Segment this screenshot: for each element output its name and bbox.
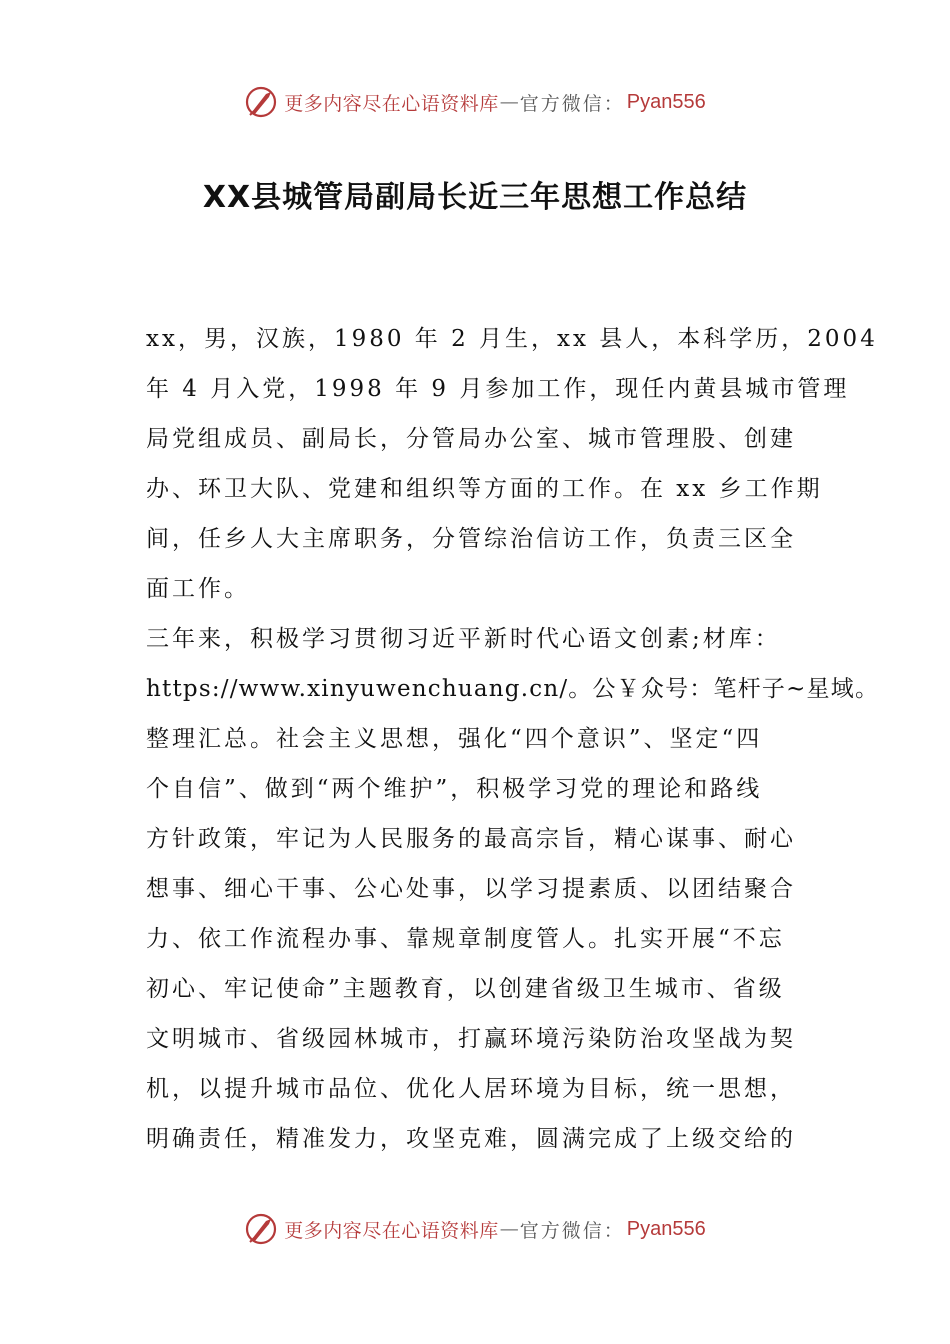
quill-logo-icon <box>244 1212 278 1246</box>
banner-text: 更多内容尽在心语资料库 <box>284 1219 499 1242</box>
footer-banner <box>0 1209 950 1249</box>
document-body <box>146 314 880 1164</box>
body-line: 整理汇总。社会主义思想，强化“四个意识”、坚定“四 <box>146 726 763 752</box>
wechat-id: Pyan556 <box>626 1217 706 1240</box>
body-line: 力、依工作流程办事、靠规章制度管人。扎实开展“不忘 <box>146 926 785 952</box>
quill-logo-icon <box>244 85 278 119</box>
body-line: 初心、牢记使命”主题教育，以创建省级卫生城市、省级 <box>146 976 785 1002</box>
body-line-url: https://www.xinyuwenchuang.cn/。公￥众号：笔杆子~星域。 <box>146 676 880 702</box>
body-line: 办、环卫大队、党建和组织等方面的工作。在 xx 乡工作期 <box>146 476 823 502</box>
banner-label: 官方微信： <box>519 1219 625 1242</box>
document-title: XX县城管局副局长近三年思想工作总结 <box>202 180 748 215</box>
body-line: xx，男，汉族，1980 年 2 月生，xx 县人，本科学历，2004 <box>146 326 878 352</box>
banner-text: 更多内容尽在心语资料库 <box>284 92 499 115</box>
body-line: 年 4 月入党，1998 年 9 月参加工作，现任内黄县城市管理 <box>146 376 850 402</box>
body-line: 三年来，积极学习贯彻习近平新时代心语文创素;材库： <box>146 626 781 652</box>
body-line: 想事、细心干事、公心处事，以学习提素质、以团结聚合 <box>146 876 796 902</box>
wechat-id: Pyan556 <box>626 90 706 113</box>
body-line: 文明城市、省级园林城市，打赢环境污染防治攻坚战为契 <box>146 1026 796 1052</box>
body-line: 明确责任，精准发力，攻坚克难，圆满完成了上级交给的 <box>146 1126 796 1152</box>
body-line: 个自信”、做到“两个维护”，积极学习党的理论和路线 <box>146 776 763 802</box>
banner-dash: — <box>499 1218 519 1240</box>
banner-dash: — <box>499 91 519 113</box>
body-line: 间，任乡人大主席职务，分管综治信访工作，负责三区全 <box>146 526 796 552</box>
body-line: 面工作。 <box>146 576 250 602</box>
body-line: 局党组成员、副局长，分管局办公室、城市管理股、创建 <box>146 426 796 452</box>
body-line: 方针政策，牢记为人民服务的最高宗旨，精心谋事、耐心 <box>146 826 796 852</box>
body-line: 机，以提升城市品位、优化人居环境为目标，统一思想， <box>146 1076 796 1102</box>
header-banner <box>0 82 950 122</box>
banner-label: 官方微信： <box>519 92 625 115</box>
